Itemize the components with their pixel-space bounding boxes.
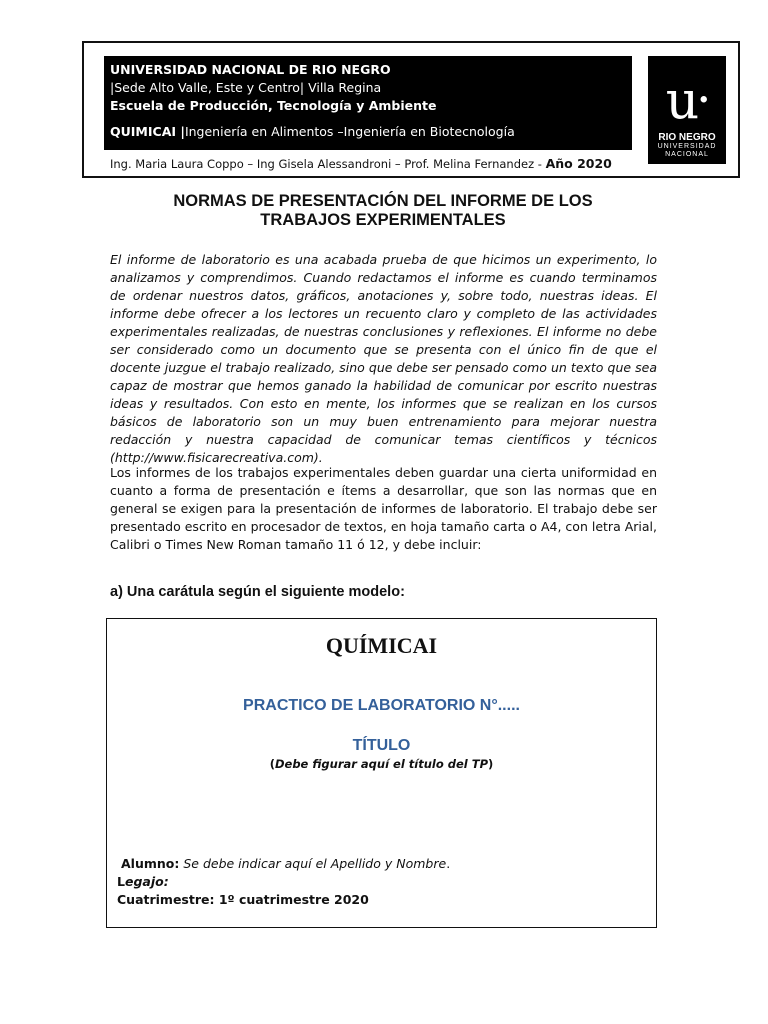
alumno-label: Alumno: [120, 856, 180, 871]
intro-paragraph: El informe de laboratorio es una acabada prueba de que hicimos un experimento, lo analizamos y comprendimos. Cuando redactamos el informe es cuando terminamos de ordenar nuestros datos, gráficos, anotaciones y, sobre todo, nuestras ideas. El informe debe ofrecer a los lectores un recuento claro y completo de las actividades experimentales realizadas, de nuestras conclusiones y reflexiones. El informe no debe ser considerado como un documento que se presenta con el único fin de que el docente juzgue el trabajo realizado, sino que debe ser pensado como un texto que sea capaz de mostrar que hemos ganado la habilidad de comunicar por escrito nuestras ideas y resultados. Con esto en mente, los informes que se realizan en los cursos básicos de laboratorio son un muy buen entrenamiento para mejorar nuestra redacción y nuestra capacidad de comunicar temas científicos y técnicos (http://www.fisicarecreativa.com). [110, 252, 657, 465]
note-close: ) [488, 757, 494, 771]
cover-practice: PRACTICO DE LABORATORIO N°..... [243, 697, 520, 714]
legajo-label: egajo: [124, 874, 169, 889]
cover-title: QUÍMICAI [325, 633, 438, 658]
authors-names: Ing. Maria Laura Coppo – Ing Gisela Alessandroni – Prof. Melina Fernandez - [110, 157, 542, 171]
cover-note [107, 757, 656, 771]
logo-sub1: UNIVERSIDAD [657, 142, 717, 150]
year-label: Año 2020 [545, 156, 612, 171]
logo-letter [648, 70, 726, 130]
course-line [110, 123, 626, 141]
logo-name: RIO NEGRO [658, 131, 716, 143]
authors-line [110, 156, 630, 171]
school-line: Escuela de Producción, Tecnología y Ambiente [110, 98, 437, 113]
title-line-1: NORMAS DE PRESENTACIÓN DEL INFORME DE LOS [173, 192, 593, 210]
logo-u: u [665, 71, 698, 132]
university-name: UNIVERSIDAD NACIONAL DE RIO NEGRO [110, 62, 391, 77]
alumno-end: . [446, 856, 451, 871]
university-logo [648, 56, 726, 164]
course-programs: Ingeniería en Alimentos –Ingeniería en Biotecnología [184, 124, 515, 139]
section-a-heading: a) Una carátula según el siguiente modelo: [110, 584, 405, 600]
legajo-l: L [117, 874, 125, 889]
header-banner [104, 56, 632, 150]
cuatrimestre-label: Cuatrimestre: 1º cuatrimestre 2020 [117, 892, 369, 907]
alumno-value: Se debe indicar aquí el Apellido y Nombre [183, 856, 447, 871]
cuatrimestre-field [117, 891, 450, 909]
document-title [110, 192, 656, 230]
title-line-2: TRABAJOS EXPERIMENTALES [260, 211, 506, 229]
cover-model-box [106, 618, 657, 928]
cover-titulo: TÍTULO [352, 737, 411, 754]
logo-dot-icon: • [697, 88, 709, 114]
cover-fields [117, 855, 450, 909]
sede-line: |Sede Alto Valle, Este y Centro| Villa Regina [110, 80, 382, 95]
requirements-paragraph: Los informes de los trabajos experimentales deben guardar una cierta uniformidad en cuanto a forma de presentación e ítems a desarrollar, que son las normas que en general se exigen para la presentación de informes de laboratorio. El trabajo debe ser presentado escrito en procesador de textos, en hoja tamaño carta o A4, con letra Arial, Calibri o Times New Roman tamaño 11 ó 12, y debe incluir: [110, 465, 657, 552]
note-open: ( [269, 757, 275, 771]
legajo-field [117, 873, 450, 891]
course-code: QUIMICAI | [110, 124, 185, 139]
note-text: Debe figurar aquí el título del TP [274, 757, 489, 771]
alumno-field [117, 855, 450, 873]
logo-sub2: NACIONAL [665, 150, 709, 158]
